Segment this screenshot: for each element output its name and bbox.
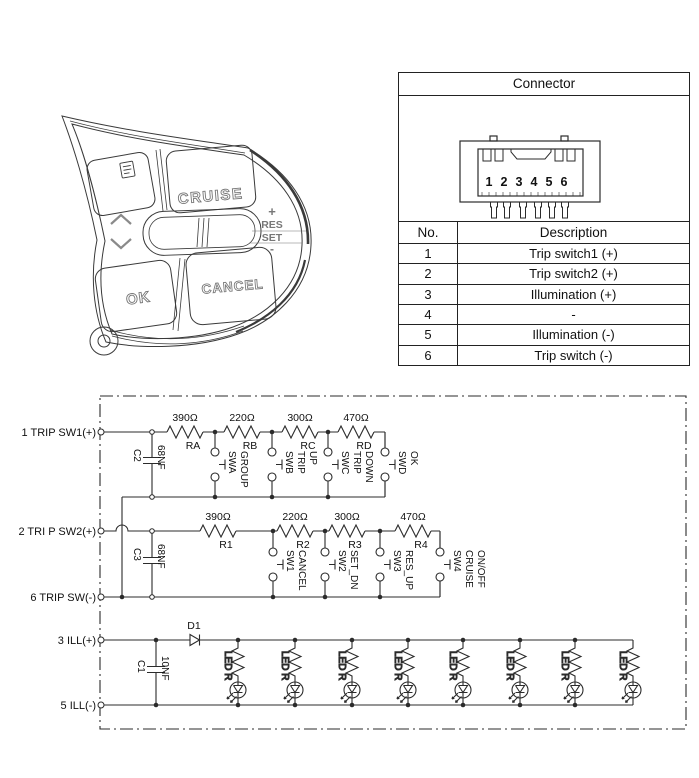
switch-function: TRIP	[351, 451, 362, 474]
switch-function: CANCEL	[296, 550, 307, 591]
capacitor-labels	[131, 445, 170, 680]
terminal-6	[98, 594, 104, 600]
led-branch	[447, 640, 471, 705]
pin-description: Illumination (-)	[532, 327, 615, 343]
terminal-labels	[18, 427, 96, 712]
pin-no: 3	[399, 285, 458, 304]
terminal-5	[98, 702, 104, 708]
chevron-down-icon	[111, 239, 131, 248]
table-row	[399, 305, 689, 325]
resistor-value: 470Ω	[400, 511, 426, 523]
resistor-labels	[172, 412, 428, 632]
capacitor-value: 68NF	[155, 445, 166, 470]
connector-notch-center	[511, 149, 551, 159]
switch-name: SWC	[339, 451, 350, 475]
switch-function: RES_UP	[403, 550, 414, 591]
connector-outer-shell	[460, 141, 600, 202]
button-divider-bottom	[173, 258, 185, 331]
switch-function: ON/OFF	[475, 550, 486, 588]
switch-function: UP	[307, 451, 318, 465]
row3-components	[147, 635, 641, 706]
table-row	[399, 264, 689, 284]
row1-switch-labels	[226, 451, 419, 488]
switch-SW3	[376, 532, 390, 597]
resistor-name: R3	[348, 539, 362, 551]
steering-wheel-remote-illustration	[40, 95, 330, 370]
switch-name: SW2	[336, 550, 347, 572]
pin-description: -	[571, 307, 576, 323]
pin-no: 4	[399, 305, 458, 324]
terminal-label-3: 3 ILL(+)	[57, 635, 96, 647]
led-branch	[392, 640, 416, 705]
rocker-res-label: RES	[261, 219, 283, 231]
switch-name: SW1	[284, 550, 295, 572]
connector-panel	[398, 72, 690, 366]
resistor-name: R2	[296, 539, 310, 551]
rocker-plus-label: +	[268, 204, 276, 219]
switch-function: DOWN	[363, 451, 374, 483]
diode-label: D1	[187, 620, 201, 632]
terminal-1	[98, 429, 104, 435]
pin-description: Trip switch (-)	[534, 347, 613, 363]
terminal-label-5: 5 ILL(-)	[60, 700, 96, 712]
capacitor-value: 10NF	[159, 656, 170, 681]
switch-name: SWD	[396, 451, 407, 475]
resistor-value: 300Ω	[334, 511, 360, 523]
pin-description: Trip switch1 (+)	[529, 246, 618, 262]
connector-title: Connector	[399, 73, 689, 96]
resistor-RC	[282, 426, 318, 438]
resistor-R1	[200, 525, 236, 537]
connector-notches-left	[483, 149, 503, 161]
pin-number-3: 3	[515, 175, 523, 189]
resistor-name: RD	[356, 440, 372, 452]
pin-number-1: 1	[485, 175, 493, 189]
resistor-name: RC	[300, 440, 316, 452]
led-branch	[222, 640, 246, 705]
terminal-3	[98, 637, 104, 643]
pin-number-6: 6	[560, 175, 568, 189]
switch-SWC	[324, 432, 338, 497]
pin-number-4: 4	[530, 175, 538, 189]
terminal-label-2: 2 TRI P SW2(+)	[18, 526, 96, 538]
switch-name: SWA	[226, 451, 237, 474]
table-row	[399, 325, 689, 345]
switch-SWD	[381, 432, 395, 497]
connector-drawing-cell	[399, 96, 689, 222]
switch-function: CRUISE	[463, 550, 474, 588]
ok-button-label: OK	[125, 288, 152, 309]
resistor-name: RA	[185, 440, 201, 452]
led-branch	[504, 640, 528, 705]
header-description: Description	[539, 225, 608, 240]
connector-table-rows	[399, 244, 689, 365]
diode-D1	[190, 635, 200, 646]
mounting-boss-outer	[90, 327, 118, 355]
led-branch	[559, 640, 583, 705]
switch-function: OK	[408, 451, 419, 466]
rocker-minus-label: -	[270, 242, 274, 256]
switch-name: SW3	[391, 550, 402, 572]
cancel-button-label: CANCEL	[200, 276, 265, 297]
circuit-schematic	[0, 385, 699, 778]
resistor-RA	[167, 426, 203, 438]
switch-function: GROUP	[238, 451, 249, 488]
switch-SW4	[436, 532, 450, 597]
switch-SW1	[269, 532, 283, 597]
resistor-value: 390Ω	[205, 511, 231, 523]
pin-description: Trip switch2 (+)	[529, 266, 618, 282]
rocker-set-label: SET	[261, 232, 283, 244]
resistor-name: RB	[242, 440, 258, 452]
pod-top-rim-line	[70, 121, 245, 153]
pin-no: 1	[399, 244, 458, 263]
resistor-RD	[338, 426, 374, 438]
terminal-label-6: 6 TRIP SW(-)	[30, 592, 96, 604]
connector-drawing	[399, 96, 688, 220]
led-branch	[336, 640, 360, 705]
chevron-up-icon	[111, 215, 131, 224]
rocker-center-divider	[197, 218, 209, 247]
cruise-button-label: CRUISE	[177, 185, 245, 208]
table-row	[399, 285, 689, 305]
pin-number-5: 5	[545, 175, 553, 189]
pin-no: 5	[399, 325, 458, 344]
switch-function: SET_DN	[348, 550, 359, 590]
resistor-value: 300Ω	[287, 412, 313, 424]
resistor-value: 220Ω	[229, 412, 255, 424]
capacitor-name: C3	[131, 548, 142, 561]
switch-name: SWB	[283, 451, 294, 474]
resistor-name: R4	[414, 539, 428, 551]
trip-display-icon	[120, 161, 135, 178]
resistor-RB	[224, 426, 260, 438]
capacitor-value: 68NF	[155, 544, 166, 569]
switch-SWB	[268, 432, 282, 497]
resistor-R3	[329, 525, 365, 537]
pin-no: 2	[399, 264, 458, 283]
button-divider-top	[156, 149, 167, 211]
pin-no: 6	[399, 346, 458, 365]
terminal-2	[98, 528, 104, 534]
switch-SWA	[211, 432, 225, 497]
capacitor-name: C1	[135, 660, 146, 673]
connector-legs	[491, 202, 569, 218]
pin-number-2: 2	[500, 175, 508, 189]
pin-description: Illumination (+)	[530, 286, 617, 302]
switch-function: TRIP	[295, 451, 306, 474]
capacitor-name: C2	[131, 449, 142, 462]
resistor-value: 390Ω	[172, 412, 198, 424]
connector-table-header	[399, 222, 689, 244]
led-branch	[617, 640, 641, 705]
switch-SW2	[321, 532, 335, 597]
terminal-label-1: 1 TRIP SW1(+)	[21, 427, 96, 439]
resistor-value: 470Ω	[343, 412, 369, 424]
led-branch	[279, 640, 303, 705]
table-row	[399, 244, 689, 264]
table-row	[399, 346, 689, 365]
connector-pin-numbers	[486, 175, 568, 189]
row2-switch-labels	[284, 550, 486, 591]
resistor-R4	[395, 525, 431, 537]
connector-notches-right	[555, 149, 575, 161]
resistor-R2	[277, 525, 313, 537]
resistor-value: 220Ω	[282, 511, 308, 523]
resistor-name: R1	[219, 539, 233, 551]
header-no: No.	[399, 222, 458, 243]
trip-display-button	[86, 151, 157, 217]
switch-name: SW4	[451, 550, 462, 572]
